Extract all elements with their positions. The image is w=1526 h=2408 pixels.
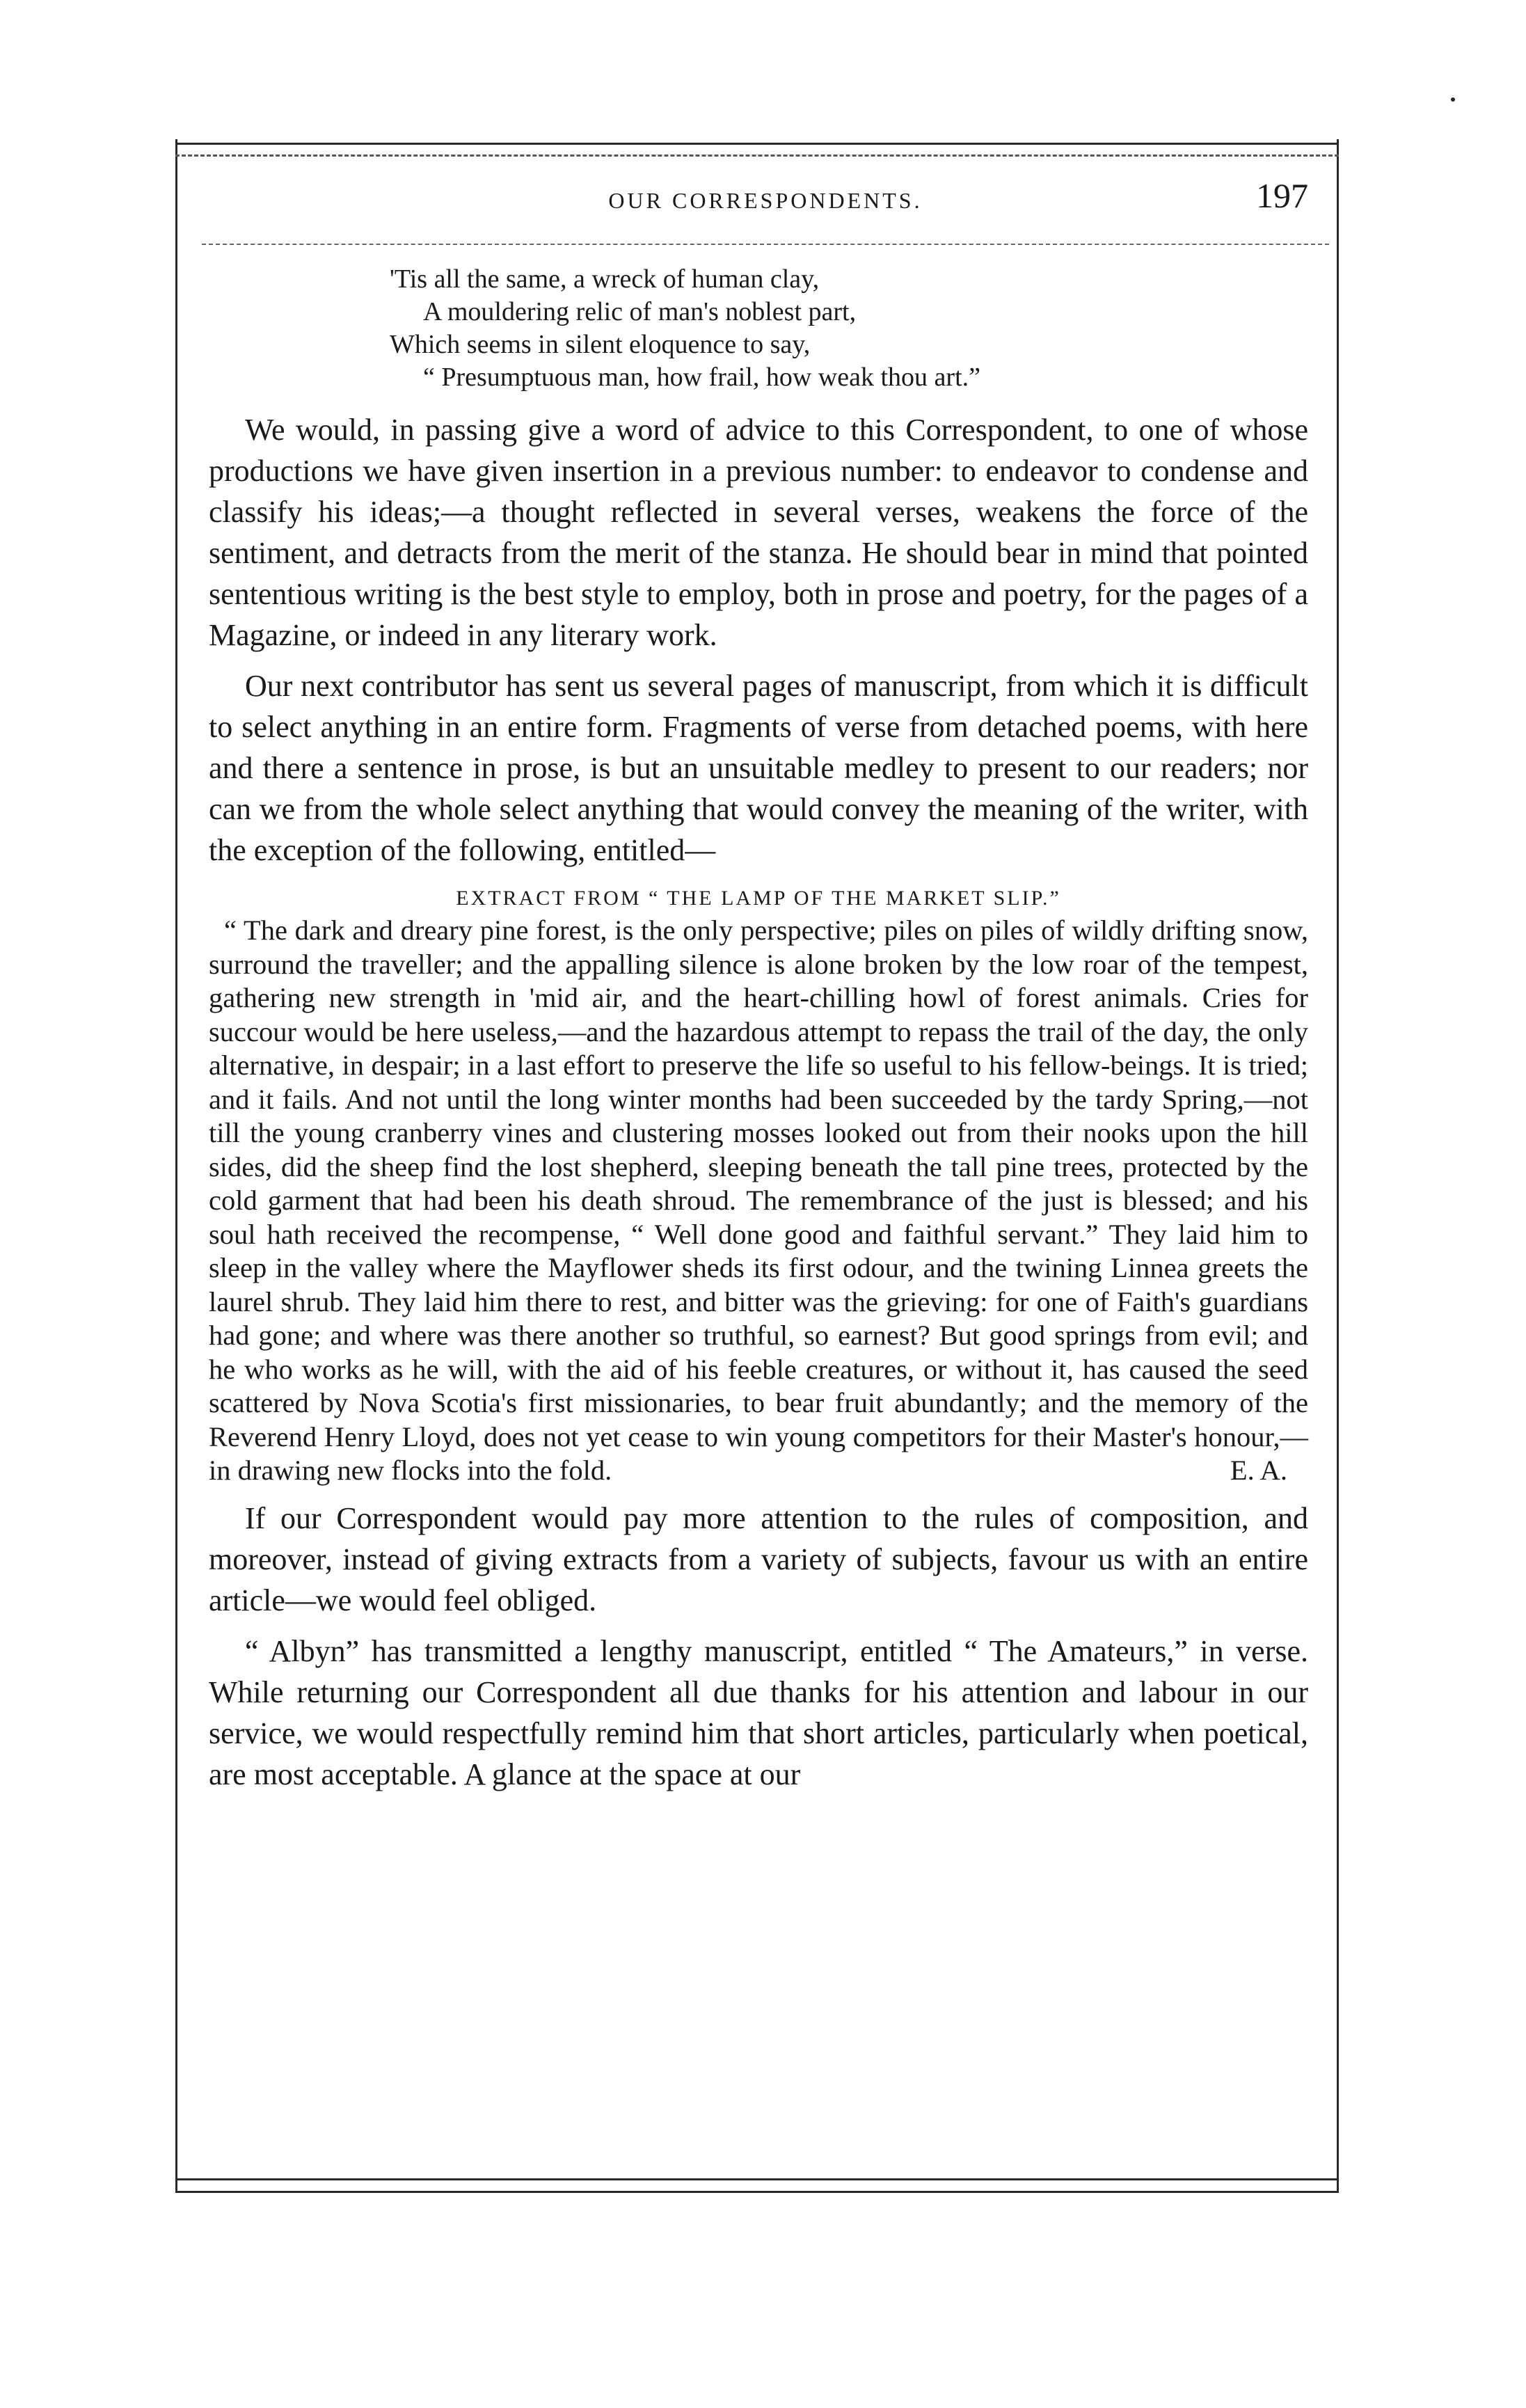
poem-line: A mouldering relic of man's noblest part,: [423, 297, 857, 326]
extract-body: “ The dark and dreary pine forest, is the only perspective; piles on piles of wildly drifting snow, surround the traveller; and the appalling silence is alone broken by the low roar of the tempest, gathering new strength in 'mid air, and the heart-chilling howl of forest animals. Cries for succour would be here useless,—and the hazardous attempt to repass the trail of the day, the only alternative, in despair; in a last effort to preserve the life so useful to his fellow-beings. It is tried; and it fails. And not until the long winter months had been succeeded by the tardy Spring,—not till the young cranberry vines and clustering mosses looked out from their nooks upon the hill sides, did the sheep find the lost shepherd, sleeping beneath the tall pine trees, protected by the cold garment that had been his death shroud. The remembrance of the just is blessed; and his soul hath received the recompense, “ Well done good and faithful servant.” They laid him to sleep in the valley where the Mayflower sheds its first odour, and the twining Linnea greets the laurel shrub. They laid him there to rest, and bitter was the grieving: for one of Faith's guardians had gone; and where was there another so truthful, so earnest? But good springs from evil; and he who works as he will, with the aid of his feeble creatures, or without it, has caused the seed scattered by Nova Scotia's first missionaries, to bear fruit abundantly; and the memory of the Reverend Henry Lloyd, does not yet cease to win young competitors for their Master's honour,—in drawing new flocks into the fold.: [209, 914, 1308, 1486]
running-head: OUR CORRESPONDENTS.: [608, 188, 923, 213]
page-header: [202, 175, 1329, 231]
poem-line: Which seems in silent eloquence to say,: [390, 330, 811, 359]
paragraph-composition: If our Correspondent would pay more attention to the rules of composition, and moreover, instead of giving extracts from a variety of subjects, favour us with an entire article—we would feel obliged.: [209, 1500, 1308, 1617]
paragraph-next-contributor: Our next contributor has sent us several pages of manuscript, from which it is difficult to select anything in an entire form. Fragments of verse from detached poems, with here and there a sentence in prose, is but an unsuitable medley to present to our readers; nor can we from the whole select anything that would convey the meaning of the writer, with the exception of the following, entitled—: [209, 669, 1308, 867]
extract-text: [209, 914, 1308, 1488]
top-border-rule: [175, 143, 1339, 145]
paragraph-advice: We would, in passing give a word of advice to this Correspondent, to one of whose productions we have given insertion in a previous number: to endeavor to condense and classify his ideas;—a thought reflected in several verses, weakens the force of the sentiment, and detracts from the merit of the stanza. He should bear in mind that pointed sententious writing is the best style to employ, both in prose and poetry, for the pages of a Magazine, or indeed in any literary work.: [209, 413, 1308, 652]
bottom-border-rule: [175, 2191, 1339, 2193]
extract-heading: EXTRACT FROM “ THE LAMP OF THE MARKET SLIP.”: [456, 887, 1061, 910]
page-number: 197: [1256, 176, 1308, 215]
paragraph-albyn: “ Albyn” has transmitted a lengthy manuscript, entitled “ The Amateurs,” in verse. While returning our Correspondent all due thanks for his attention and labour in our service, we would respectfully remind him that short articles, particularly when poetical, are most acceptable. A glance at the space at our: [209, 1633, 1308, 1791]
page-body: [209, 263, 1308, 1795]
top-border-rule-inner: [175, 155, 1339, 157]
extract-signature: E. A.: [1230, 1455, 1287, 1486]
poem-line: “ Presumptuous man, how frail, how weak thou art.”: [423, 363, 980, 392]
header-rule: [202, 244, 1329, 245]
ink-speck: [1451, 97, 1455, 102]
poem-stanza: [390, 263, 1308, 394]
bottom-border-rule-inner: [175, 2178, 1339, 2180]
poem-line: 'Tis all the same, a wreck of human clay,: [390, 264, 820, 294]
